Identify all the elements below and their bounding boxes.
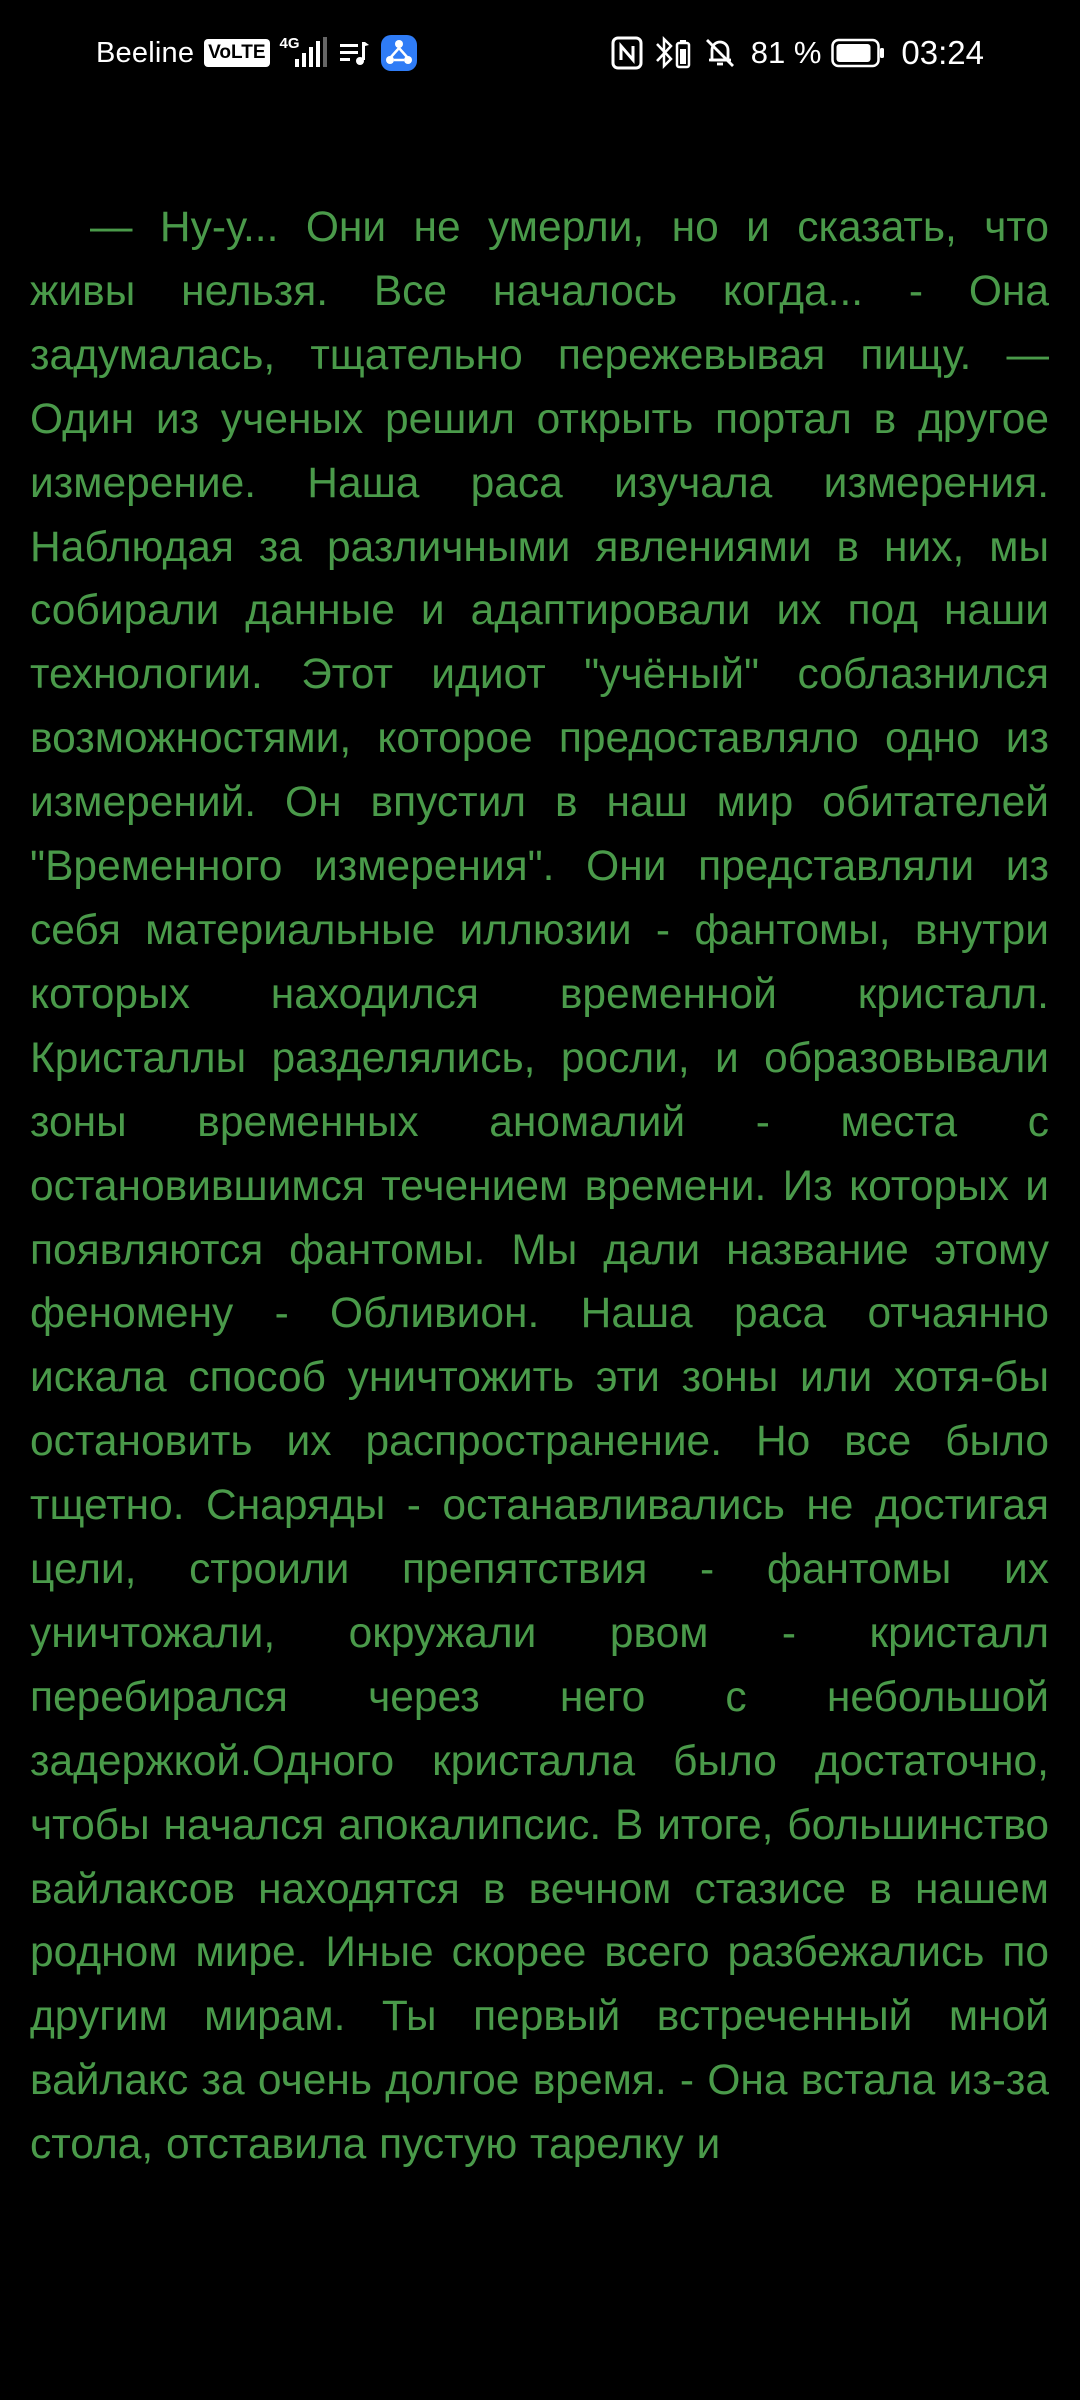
status-clock: 03:24 [901,34,984,71]
battery-icon [831,38,885,68]
network-type: 4G [279,34,300,52]
status-bar [0,0,1080,105]
bluetooth-battery-icon [653,35,693,71]
status-bar-left [96,30,418,76]
app-notification-icon [380,34,418,72]
mute-icon [703,36,737,70]
music-notification-icon [338,38,370,68]
signal-icon [279,34,328,69]
carrier-name: Beeline [96,36,195,69]
volte-icon: VoLTE [204,39,269,67]
status-bar-right [611,30,984,76]
nfc-icon [611,36,643,70]
reading-area[interactable] [30,196,1049,2400]
battery-percentage: 81 % [750,35,822,70]
book-paragraph: — Ну-у... Они не умерли, но и сказать, что живы нельзя. Все началось когда... - Она задумалась, тщательно пережевывая пищу. — Один из ученых решил открыть портал в другое измерение. Наша раса изучала измерения. Наблюдая за различными явлениями в них, мы собирали данные и адаптировали их под наши технологии. Этот идиот "учёный" соблазнился возможностями, которое предоставляло одно из измерений. Он впустил в наш мир обитателей "Временного измерения". Они представляли из себя материальные иллюзии - фантомы, внутри которых находился временной кристалл. Кристаллы разделялись, росли, и образовывали зоны временных аномалий - места с остановившимся течением времени. Из которых и появляются фантомы. Мы дали название этому феномену - Обливион. Наша раса отчаянно искала способ уничтожить эти зоны или хотя-бы остановить их распространение. Но все было тщетно. Снаряды - останавливались не достигая цели, строили препятствия - фантомы их уничтожали, окружали рвом - кристалл перебирался через него с небольшой задержкой.Одного кристалла было достаточно, чтобы начался апокалипсис. В итоге, большинство вайлаксов находятся в вечном стазисе в нашем родном мире. Иные скорее всего разбежались по другим мирам. Ты первый встреченный мной вайлакс за очень долгое время. - Она встала из-за стола, отставила пустую тарелку и [30,204,1049,2169]
